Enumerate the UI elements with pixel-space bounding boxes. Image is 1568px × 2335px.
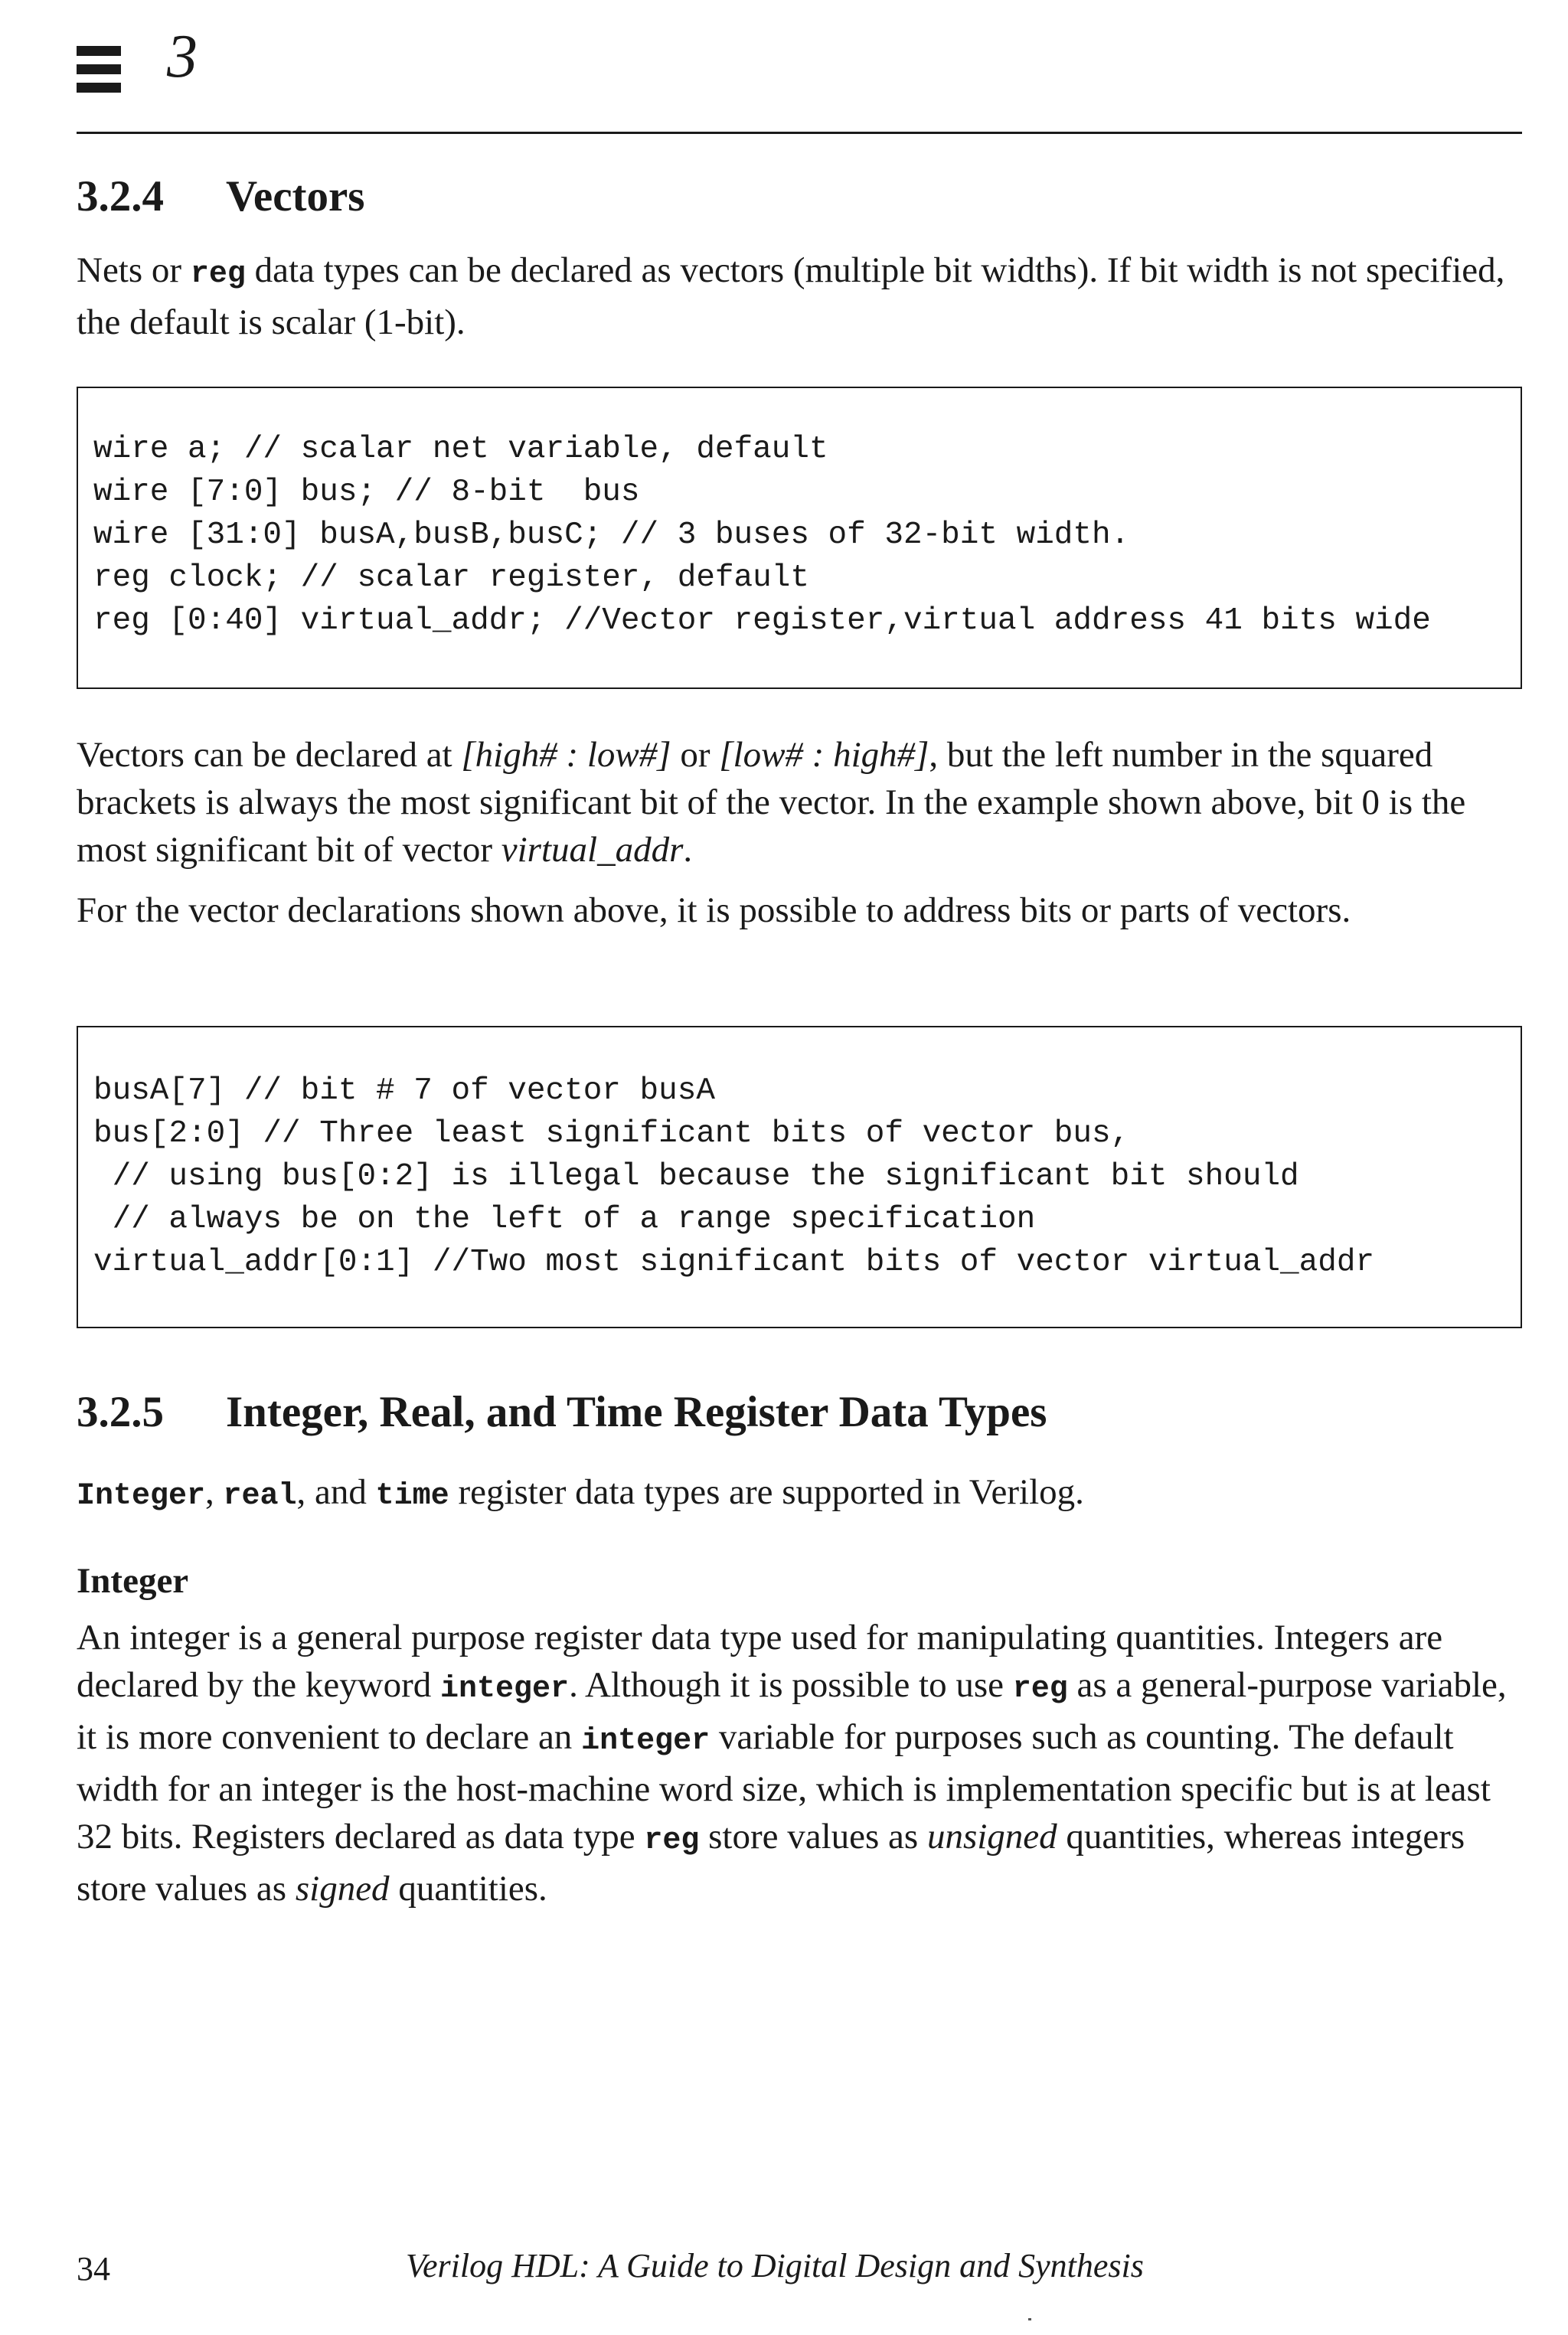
- chapter-number: 3: [167, 23, 198, 90]
- code-line: reg [0:40] virtual_addr; //Vector register,virtual address 41 bits wide: [93, 603, 1431, 638]
- code-line: wire [31:0] busA,busB,busC; // 3 buses of 32-bit width.: [93, 518, 1130, 553]
- page-number: 34: [77, 2250, 110, 2288]
- register-types-intro-paragraph: Integer, real, and time register data types are supported in Verilog.: [77, 1472, 1084, 1514]
- section-heading-vectors: [77, 172, 365, 220]
- keyword: time: [375, 1479, 449, 1514]
- code-line: bus[2:0] // Three least significant bits of vector bus,: [93, 1116, 1130, 1151]
- subheading-integer: Integer: [77, 1561, 189, 1601]
- code-line: wire a; // scalar net variable, default: [93, 432, 828, 467]
- vectors-range-paragraph: Vectors can be declared at [high# : low#] or [low# : high#], but the left number in the squared brackets is always the most significant bit of the vector. In the example shown above, bit 0 is the most significant bit of vector virtual_addr.: [77, 735, 1466, 870]
- section-title: Vectors: [226, 172, 365, 220]
- code-line: // using bus[0:2] is illegal because the significant bit should: [93, 1159, 1299, 1194]
- scan-speck: [1028, 2318, 1031, 2320]
- keyword: reg: [190, 257, 246, 292]
- section-number: 3.2.4: [77, 172, 164, 220]
- code-listing: [93, 1070, 1374, 1284]
- code-line: wire [7:0] bus; // 8-bit bus: [93, 475, 640, 510]
- emphasis: signed: [295, 1869, 390, 1909]
- header-rule: [77, 132, 1522, 134]
- emphasis: virtual_addr: [501, 830, 684, 870]
- section-heading-integer-real-time: [77, 1390, 1047, 1434]
- chapter-marker-icon: [77, 46, 121, 101]
- code-listing: [93, 428, 1431, 642]
- emphasis: [low# : high#]: [719, 735, 929, 775]
- running-footer-title: Verilog HDL: A Guide to Digital Design and Synthesis: [406, 2247, 1144, 2284]
- section-title: Integer, Real, and Time Register Data Types: [226, 1388, 1047, 1436]
- emphasis: [high# : low#]: [461, 735, 671, 775]
- vectors-addressing-paragraph: For the vector declarations shown above, it is possible to address bits or parts of vectors.: [77, 890, 1351, 930]
- emphasis: unsigned: [926, 1817, 1057, 1857]
- keyword: reg: [1012, 1672, 1068, 1706]
- keyword: real: [223, 1479, 297, 1514]
- code-block-vector-declarations: [77, 387, 1522, 689]
- keyword: integer: [581, 1724, 710, 1759]
- code-line: busA[7] // bit # 7 of vector busA: [93, 1073, 715, 1109]
- code-line: // always be on the left of a range specification: [93, 1202, 1036, 1237]
- integer-description-paragraph: An integer is a general purpose register data type used for manipulating quantities. Integers are declared by the keyword integer. Although it is possible to use reg as a general-purpose variable, it is more convenient to declare an integer variable for purposes such as counting. The default width for an integer is the host-machine word size, which is implementation specific but is at least 32 bits. Registers declared as data type reg store values as unsigned quantities, whereas integers store values as signed quantities.: [77, 1618, 1507, 1909]
- code-block-vector-addressing: [77, 1026, 1522, 1328]
- vectors-intro-paragraph: Nets or reg data types can be declared as vectors (multiple bit widths). If bit width is not specified, the default is scalar (1-bit).: [77, 250, 1505, 342]
- keyword: integer: [440, 1672, 570, 1706]
- keyword: Integer: [77, 1479, 206, 1514]
- code-line: reg clock; // scalar register, default: [93, 560, 809, 596]
- section-number: 3.2.5: [77, 1388, 164, 1436]
- code-line: virtual_addr[0:1] //Two most significant bits of vector virtual_addr: [93, 1245, 1375, 1280]
- keyword: reg: [644, 1824, 700, 1858]
